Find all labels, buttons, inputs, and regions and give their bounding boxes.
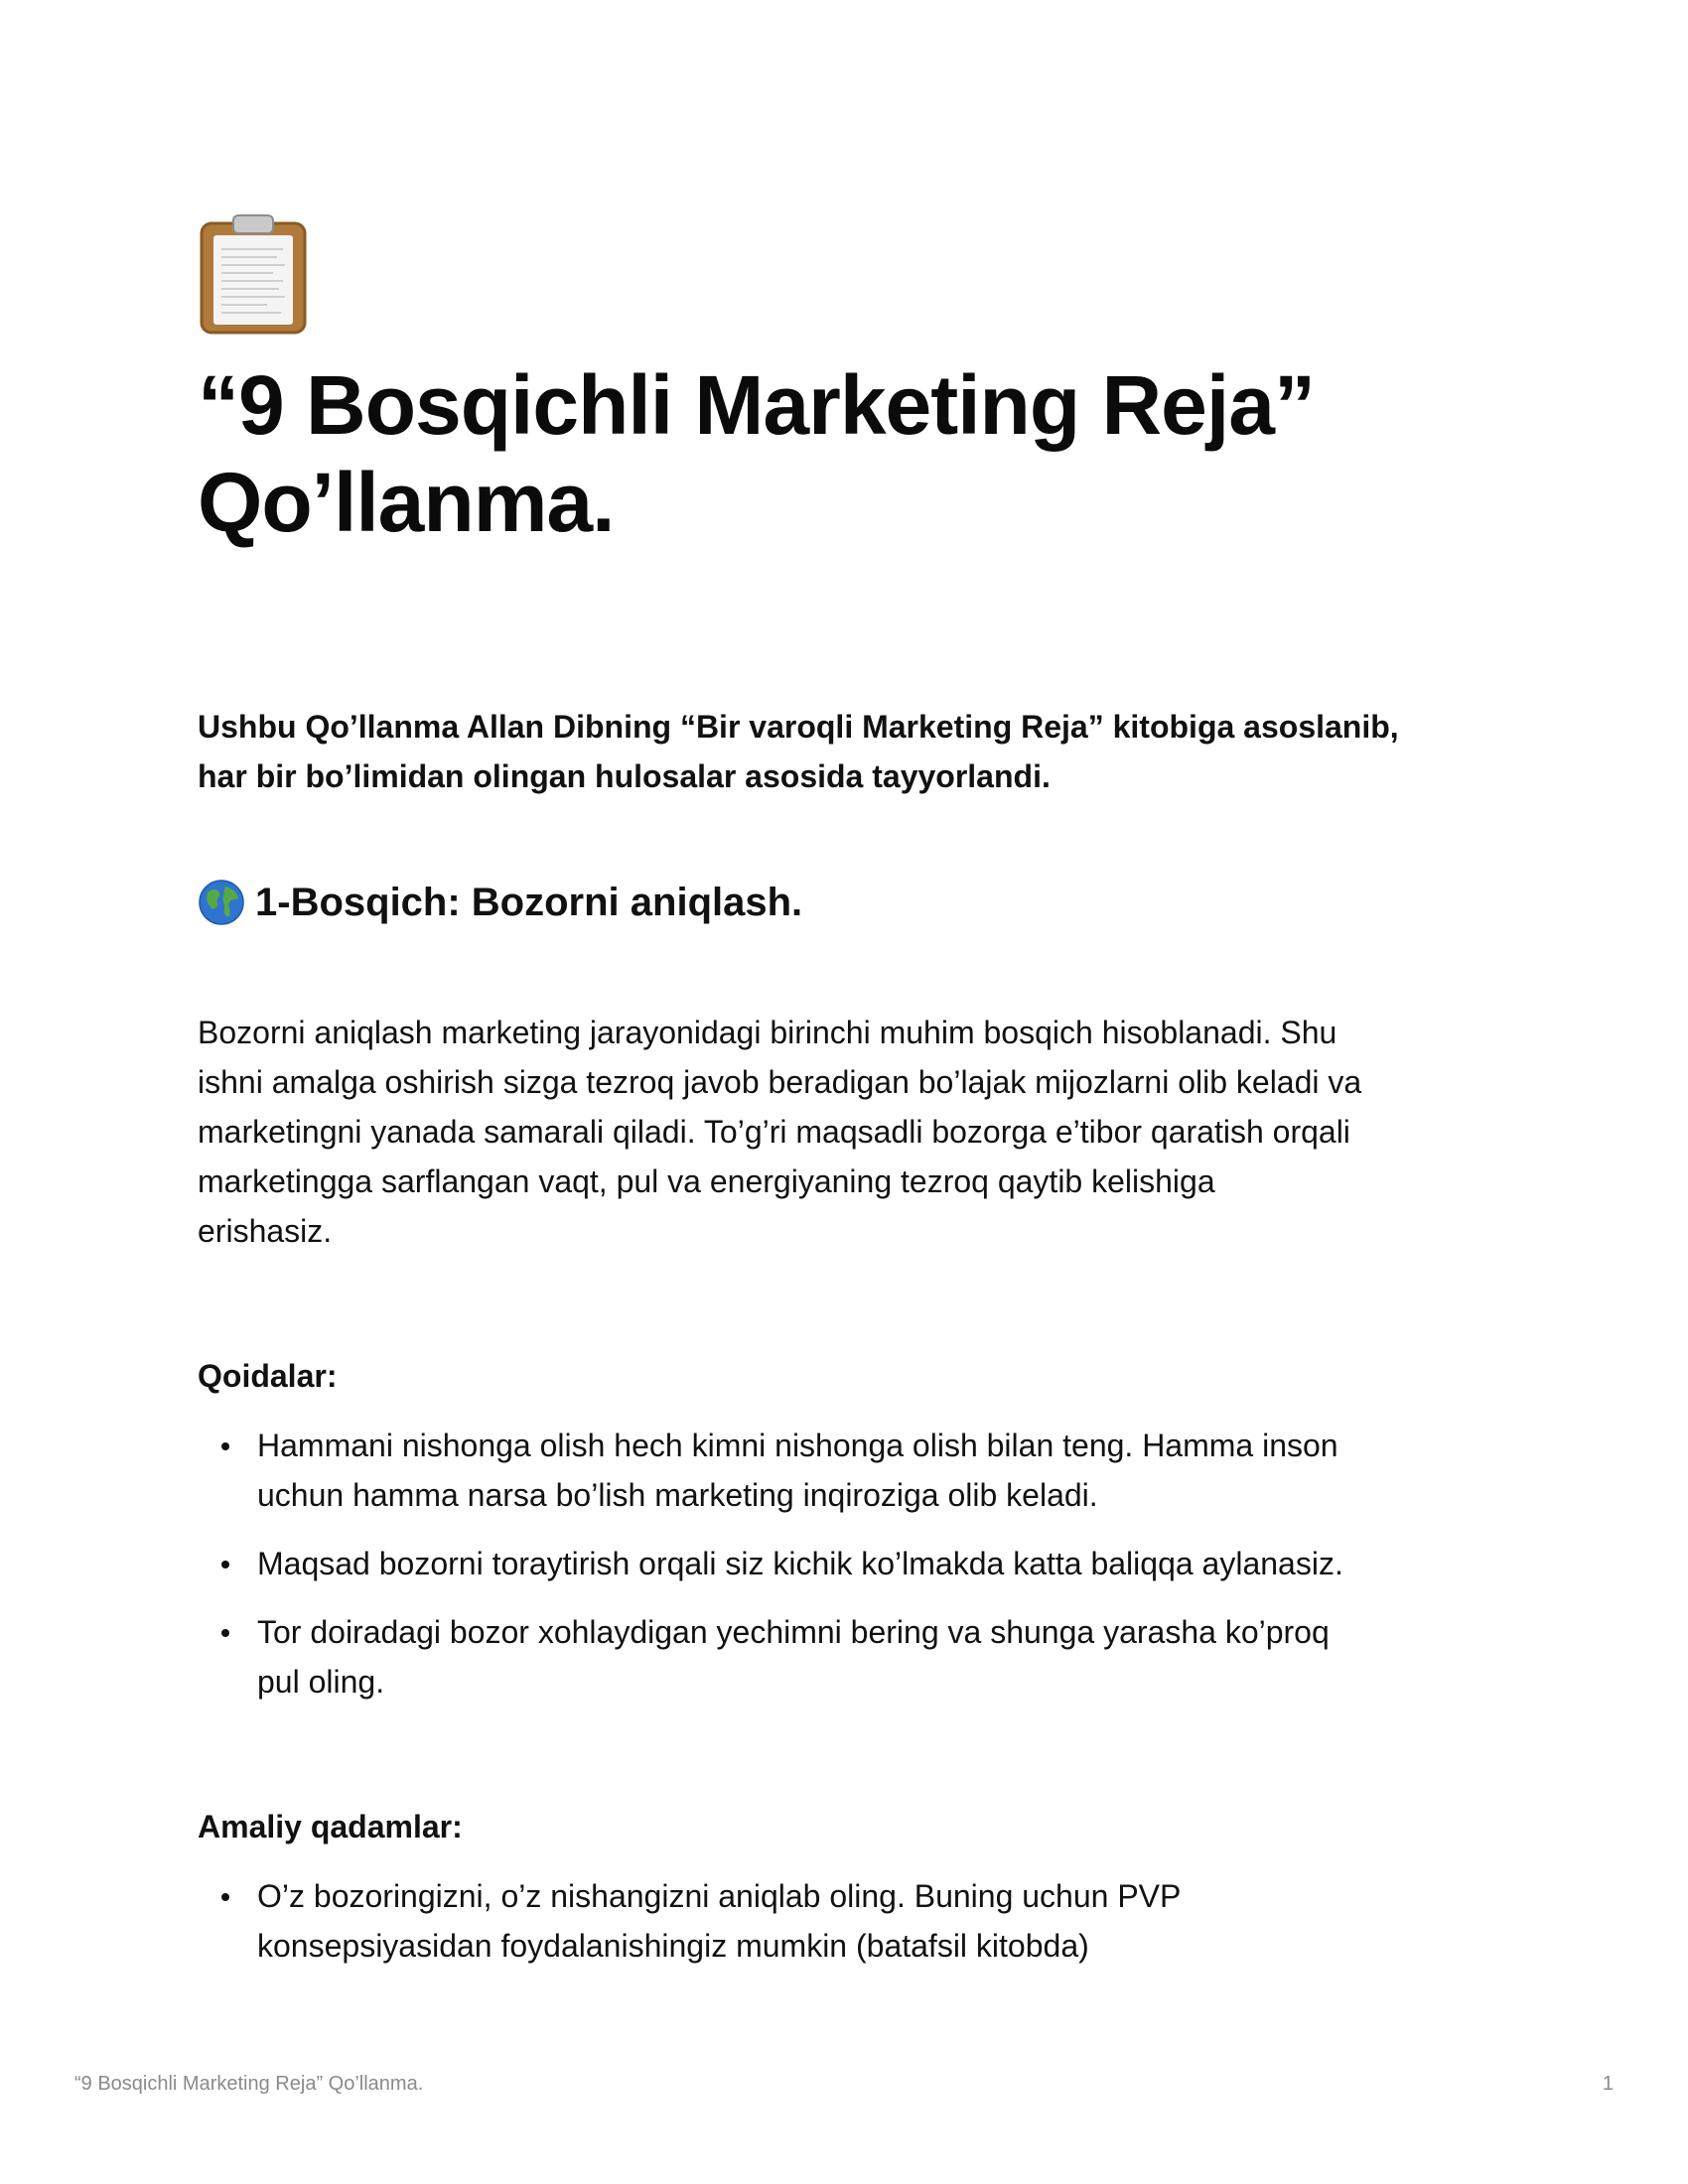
list-item-line: uchun hamma narsa bo’lish marketing inqiroziga olib keladi.	[257, 1477, 1098, 1513]
section-heading	[198, 875, 1488, 930]
paragraph-line: erishasiz.	[198, 1213, 333, 1249]
rules-heading: Qoidalar:	[198, 1358, 338, 1394]
list-item	[257, 1871, 1488, 1971]
paragraph-line: marketingni yanada samarali qiladi. To’g’ri maqsadli bozorga e’tibor qaratish orqali	[198, 1114, 1350, 1150]
page-title	[198, 356, 1488, 551]
body-paragraph	[198, 1008, 1508, 1256]
page-title-line-1: “9 Bosqichli Marketing Reja”	[198, 358, 1315, 452]
list-item-line: O’z bozoringizni, o’z nishangizni aniqlab oling. Buning uchun PVP	[257, 1878, 1182, 1914]
list-item-line: Maqsad bozorni toraytirish orqali siz kichik ko’lmakda katta baliqqa aylanasiz.	[257, 1546, 1343, 1581]
page-title-line-2: Qo’llanma.	[198, 456, 615, 549]
list-item	[257, 1421, 1488, 1520]
intro-line-1: Ushbu Qo’llanma Allan Dibning “Bir varoqli Marketing Reja” kitobiga asoslanib,	[198, 709, 1399, 745]
intro-line-2: har bir bo’limidan olingan hulosalar asosida tayyorlandi.	[198, 758, 1051, 794]
list-item-line: Tor doiradagi bozor xohlaydigan yechimni bering va shunga yarasha ko’proq	[257, 1614, 1330, 1650]
paragraph-line: Bozorni aniqlash marketing jarayonidagi birinchi muhim bosqich hisoblanadi. Shu	[198, 1015, 1337, 1050]
list-item-line: konsepsiyasidan foydalanishingiz mumkin (batafsil kitobda)	[257, 1928, 1089, 1964]
list-item-line: pul oling.	[257, 1664, 385, 1700]
steps-list	[198, 1871, 1488, 1971]
rules-list	[198, 1421, 1488, 1706]
section-heading-text: 1-Bosqich: Bozorni aniqlash.	[255, 881, 803, 924]
intro-paragraph	[198, 702, 1488, 801]
paragraph-line: ishni amalga oshirish sizga tezroq javob beradigan bo’lajak mijozlarni olib keladi va	[198, 1064, 1362, 1100]
document-page	[198, 213, 1488, 1989]
clipboard-icon	[198, 213, 309, 335]
list-item-line: Hammani nishonga olish hech kimni nishonga olish bilan teng. Hamma inson	[257, 1428, 1338, 1463]
list-item	[257, 1607, 1488, 1706]
globe-icon	[198, 879, 245, 926]
steps-heading: Amaliy qadamlar:	[198, 1809, 463, 1844]
paragraph-line: marketingga sarflangan vaqt, pul va energiyaning tezroq qaytib kelishiga	[198, 1163, 1215, 1199]
list-item	[257, 1539, 1488, 1588]
page-footer	[74, 2073, 1614, 2096]
page-number: 1	[1602, 2073, 1614, 2095]
footer-title: “9 Bosqichli Marketing Reja” Qo’llanma.	[74, 2073, 424, 2095]
